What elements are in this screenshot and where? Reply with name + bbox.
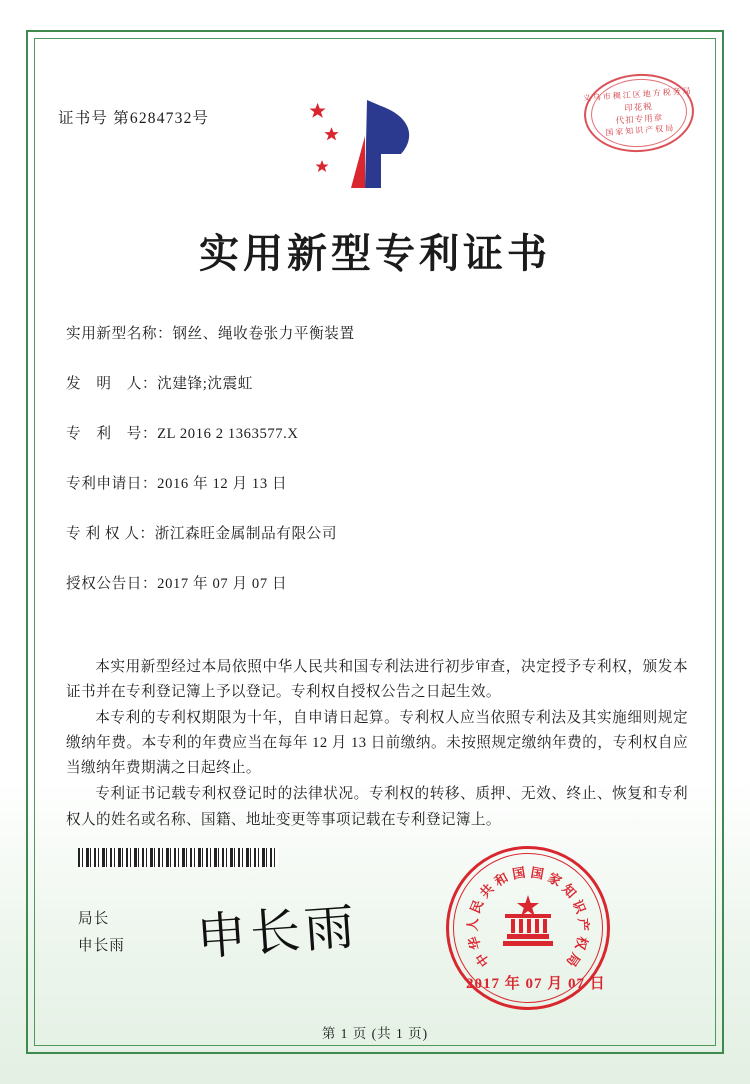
body-paragraph: 本专利的专利权期限为十年，自申请日起算。专利权人应当依照专利法及其实施细则规定缴纳年费。本专利的年费应当在每年 12 月 13 日前缴纳。未按照规定缴纳年费的，专利权自应当缴纳年费期满之日起终止。 xyxy=(66,710,688,777)
tax-seal-arc-bottom: 国家知识产权局 xyxy=(605,123,676,138)
tax-seal-line-2: 代扣专用章 xyxy=(615,112,664,126)
field-list xyxy=(66,322,690,622)
national-seal-date: 2017 年 07 月 07 日 xyxy=(466,976,606,992)
barcode xyxy=(78,848,278,867)
sipo-logo-icon xyxy=(305,92,435,197)
field-row-name xyxy=(66,322,690,343)
field-label: 专利申请日： xyxy=(66,476,158,492)
field-value: 钢丝、绳收卷张力平衡装置 xyxy=(172,326,355,342)
page-title: 实用新型专利证书 xyxy=(199,231,551,276)
field-value: 2016 年 12 月 13 日 xyxy=(157,476,288,492)
field-value: 2017 年 07 月 07 日 xyxy=(157,576,288,592)
page-footer: 第 1 页 (共 1 页) xyxy=(321,1026,429,1041)
signature-role-label: 局长 xyxy=(78,911,110,927)
handwritten-signature: 申长雨 xyxy=(194,898,361,966)
field-row-patentee xyxy=(66,522,690,543)
signature-block xyxy=(78,906,125,960)
national-seal-arc-text: 中 华 人 民 共 和 国 国 家 知 识 产 权 局 xyxy=(464,864,592,970)
tax-stamp-seal xyxy=(584,74,694,152)
field-label: 专 利 权 人： xyxy=(66,526,155,542)
signature-name: 申长雨 xyxy=(78,937,125,954)
field-row-patent-number xyxy=(66,422,690,443)
field-row-inventor xyxy=(66,372,690,393)
tax-seal-line-1: 印花税 xyxy=(623,100,654,113)
field-value: 沈建锋;沈震虹 xyxy=(157,376,253,392)
body-paragraph: 本实用新型经过本局依照中华人民共和国专利法进行初步审查，决定授予专利权，颁发本证书并在专利登记簿上予以登记。专利权自授权公告之日起生效。 xyxy=(66,659,688,701)
national-emblem-icon xyxy=(489,889,567,967)
certificate-number: 证书号 第6284732号 xyxy=(58,110,210,127)
field-label: 实用新型名称： xyxy=(66,326,173,342)
field-value: 浙江森旺金属制品有限公司 xyxy=(154,526,338,542)
tax-seal-arc-top: 义乌市稠江区地方税务局 xyxy=(582,86,693,103)
body-text xyxy=(66,655,688,834)
field-row-application-date xyxy=(66,472,690,493)
field-value: ZL 2016 2 1363577.X xyxy=(157,426,299,442)
field-label: 授权公告日： xyxy=(66,576,158,592)
field-label: 发 明 人： xyxy=(66,376,158,392)
field-row-grant-date xyxy=(66,572,690,593)
field-label: 专 利 号： xyxy=(66,426,158,442)
body-paragraph: 专利证书记载专利权登记时的法律状况。专利权的转移、质押、无效、终止、恢复和专利权人的姓名或名称、国籍、地址变更等事项记载在专利登记簿上。 xyxy=(66,786,688,828)
